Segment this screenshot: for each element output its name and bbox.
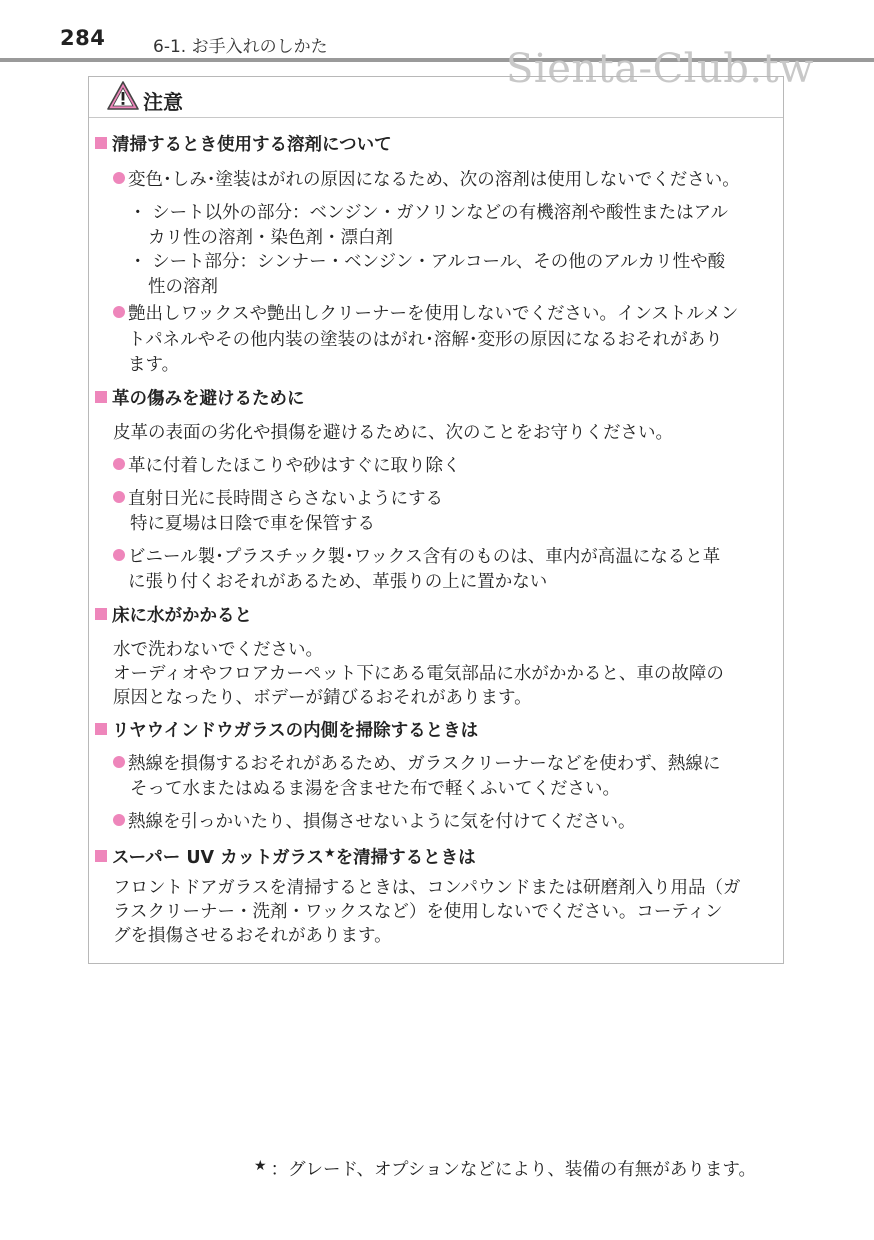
star-icon: ★ (254, 1158, 267, 1174)
bullet-item-continued: に張り付くおそれがあるため、革張りの上に置かない (128, 572, 548, 592)
paragraph: フロントドアガラスを清掃するときは、コンパウンドまたは研磨剤入り用品（ガ (113, 878, 741, 898)
pink-bullet-icon (113, 549, 125, 561)
paragraph: グを損傷させるおそれがあります。 (113, 926, 392, 946)
pink-bullet-icon (113, 306, 125, 318)
bullet-item: 直射日光に長時間さらさないようにする (113, 486, 443, 512)
star-icon: ★ (323, 846, 336, 861)
pink-bullet-icon (113, 458, 125, 470)
caution-header (89, 77, 783, 118)
caution-title: 注意 (143, 90, 183, 114)
pink-square-icon (95, 723, 107, 735)
pink-square-icon (95, 391, 107, 403)
bullet-item: 艶出しワックスや艶出しクリーナーを使用しないでください。インストルメン (113, 301, 738, 327)
section-heading-uv-glass: スーパー UV カットガラス★を清掃するときは (95, 841, 476, 871)
warning-triangle-icon (106, 80, 140, 111)
paragraph: 原因となったり、ボデーが錆びるおそれがあります。 (113, 688, 532, 708)
caution-box (88, 76, 784, 964)
sub-item-continued: カリ性の溶剤・染色剤・漂白剤 (148, 228, 393, 248)
section-heading-leather: 革の傷みを避けるために (95, 386, 305, 412)
paragraph: 皮革の表面の劣化や損傷を避けるために、次のことをお守りください。 (113, 423, 673, 443)
section-heading-floor-water: 床に水がかかると (95, 603, 252, 629)
section-label: 6-1. お手入れのしかた (153, 37, 328, 57)
bullet-item-continued: そって水またはぬるま湯を含ませた布で軽くふいてください。 (130, 779, 620, 799)
bullet-item: 熱線を引っかいたり、損傷させないように気を付けてください。 (113, 809, 636, 835)
pink-bullet-icon (113, 172, 125, 184)
pink-square-icon (95, 850, 107, 862)
bullet-item-continued: トパネルやその他内装の塗装のはがれ･溶解･変形の原因になるおそれがあり (128, 330, 723, 350)
watermark: Sienta-Club.tw (506, 46, 814, 92)
pink-bullet-icon (113, 814, 125, 826)
footnote: ★ ：グレード、オプションなどにより、装備の有無があります。 (254, 1158, 757, 1180)
page-number: 284 (60, 26, 106, 50)
sub-item: ・ シート以外の部分：ベンジン・ガソリンなどの有機溶剤や酸性またはアル (129, 203, 728, 223)
bullet-item: 変色･しみ･塗装はがれの原因になるため、次の溶剤は使用しないでください。 (113, 167, 740, 193)
bullet-item: ビニール製･プラスチック製･ワックス含有のものは、車内が高温になると革 (113, 544, 720, 570)
bullet-item: 革に付着したほこりや砂はすぐに取り除く (113, 453, 461, 479)
sub-item: ・ シート部分：シンナー・ベンジン・アルコール、その他のアルカリ性や酸 (129, 252, 726, 272)
bullet-item-continued: 特に夏場は日陰で車を保管する (130, 514, 375, 534)
pink-square-icon (95, 608, 107, 620)
section-heading-rear-window: リヤウインドウガラスの内側を掃除するときは (95, 718, 478, 744)
pink-square-icon (95, 137, 107, 149)
paragraph: 水で洗わないでください。 (113, 640, 323, 660)
sub-item-continued: 性の溶剤 (148, 277, 218, 297)
paragraph: ラスクリーナー・洗剤・ワックスなど）を使用しないでください。コーティン (113, 902, 723, 922)
pink-bullet-icon (113, 756, 125, 768)
bullet-item-continued: ます。 (128, 355, 180, 375)
section-heading-solvents: 清掃するとき使用する溶剤について (95, 132, 392, 158)
bullet-item: 熱線を損傷するおそれがあるため、ガラスクリーナーなどを使わず、熱線に (113, 751, 720, 777)
paragraph: オーディオやフロアカーペット下にある電気部品に水がかかると、車の故障の (113, 664, 724, 684)
pink-bullet-icon (113, 491, 125, 503)
